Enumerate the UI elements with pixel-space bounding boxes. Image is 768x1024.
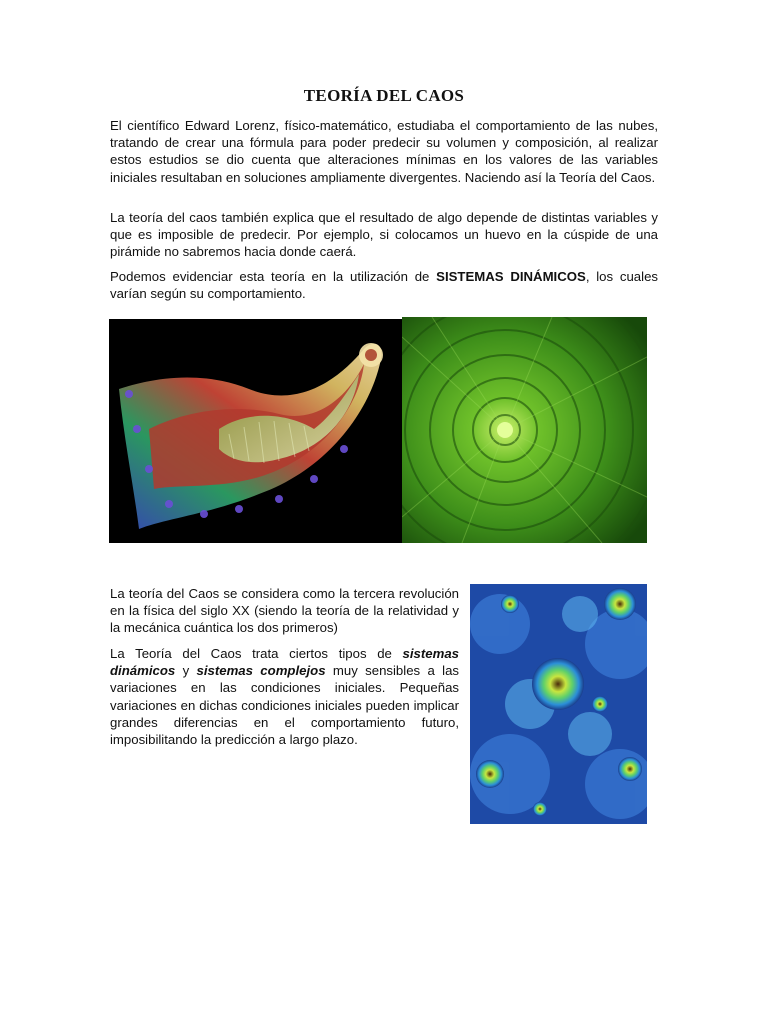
paragraph-complex-systems xyxy=(110,645,459,748)
blue-julia-fractal-image xyxy=(470,584,647,824)
paragraph-text: muy sensibles a las variaciones en las condiciones iniciales. Pequeñas variaciones en dichas condiciones iniciales pueden implicar grandes diferencias en el comportamiento futuro, imposibilitando la predicción a largo plazo. xyxy=(110,663,460,748)
page-title: TEORÍA DEL CAOS xyxy=(303,86,465,105)
fractal-spiral-image xyxy=(109,319,404,543)
paragraph-text: y xyxy=(175,663,197,679)
paragraph-text: Podemos evidenciar esta teoría en la utilización de xyxy=(110,269,437,284)
bold-italic-term: sistemas dinámicos xyxy=(110,646,459,679)
green-leaf-spiral-image xyxy=(402,317,647,543)
paragraph-text: La Teoría del Caos trata ciertos tipos de xyxy=(110,646,403,661)
bold-italic-term: sistemas complejos xyxy=(196,663,326,679)
paragraph-revolution: La teoría del Caos se considera como la tercera revolución en la física del siglo XX (siendo la teoría de la relatividad y la mecánica cuántica los dos primeros) xyxy=(110,586,459,636)
paragraph-dynamic-systems xyxy=(110,268,658,302)
paragraph-text: , los cuales varían según su comportamiento. xyxy=(110,269,658,302)
bold-term: SISTEMAS DINÁMICOS xyxy=(436,269,586,284)
paragraph-variables: La teoría del caos también explica que el resultado de algo depende de distintas variables y que es imposible de predecir. Por ejemplo, si colocamos un huevo en la cúspide de una pirámide no sabremos hacia donde caerá. xyxy=(110,210,658,260)
paragraph-lorenz: El científico Edward Lorenz, físico-matemático, estudiaba el comportamiento de las nubes, tratando de crear una fórmula para poder predecir su volumen y composición, al realizar estos estudios se dio cuenta que alteraciones mínimas en los valores de las variables iniciales resultaban en soluciones ampliamente divergentes. Naciendo así la Teoría del Caos. xyxy=(110,118,658,185)
